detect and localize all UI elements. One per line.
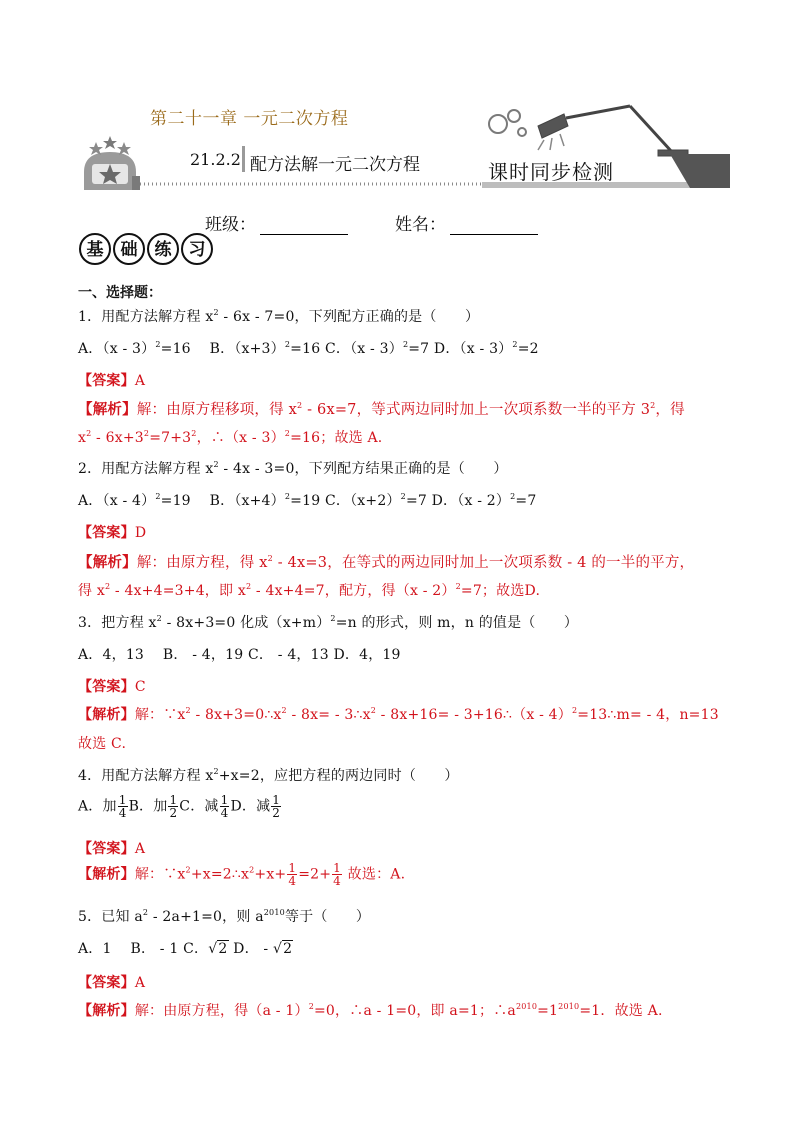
lesson-title: 配方法解一元二次方程 xyxy=(250,155,420,175)
q4-stem: 4．用配方法解方程 $x^2+x=2$，应把方程的两边同时（ ） xyxy=(78,767,459,784)
q1-stem: 1．用配方法解方程 $x^2 - 6x - 7=0$，下列配方正确的是（ ） xyxy=(78,308,480,325)
name-label: 姓名： xyxy=(395,215,446,235)
q1-answer: 【答案】A xyxy=(78,373,146,389)
q2-stem: 2．用配方法解方程 $x^2 - 4x - 3=0$，下列配方结果正确的是（ ） xyxy=(78,460,508,477)
q3-analysis-line2: 故选 C. xyxy=(78,736,127,752)
q5-stem: 5．已知 $a^2 - 2a+1=0$，则 $a^{2010}$等于（ ） xyxy=(78,908,371,925)
answer-tag: 【答案】 xyxy=(78,525,135,541)
q4-options: A．加 $\frac{1}{4}$ B．加 $\frac{1}{2}$ C．减 $\frac{1}{4}$ D．减 $\frac{1}{2}$ xyxy=(78,793,281,820)
q5-analysis: 【解析】解：由原方程，得（a - 1）$^2$=0，∴a - 1=0，即 a=1；$\therefore a^{2010}=1^{2010}=1$．故选 A. xyxy=(78,1002,663,1019)
q3-analysis-line1: 【解析】解：$\because x^2$ - $8x+3=0\therefore x^2 - 8x=$ - $3\therefore x^2 - 8x+16=$ - 3+16∴（x - 4）$^2$=13∴m= - 4，n=13 xyxy=(78,706,719,723)
q4-analysis: 【解析】解：$\because x^2+x=2\therefore x^2+x+$ $\frac{1}{4}$ =2+ $\frac{1}{4}$ 故选：A. xyxy=(78,861,406,888)
q4-answer: 【答案】A xyxy=(78,841,146,857)
bubbles-icon xyxy=(489,110,526,136)
q1-analysis-line1: 【解析】解：由原方程移项，得 $x^2 - 6x=7$，等式两边同时加上一次项系数一半的平方 $3^2$，得 xyxy=(78,401,685,418)
chapter-title: 第二十一章 一元二次方程 xyxy=(150,109,349,129)
answer-tag: 【答案】 xyxy=(78,373,135,389)
answer-tag: 【答案】 xyxy=(78,679,135,695)
sqrt-symbol: √2 xyxy=(273,941,293,957)
lamp-icon xyxy=(538,106,688,156)
q5-answer: 【答案】A xyxy=(78,975,146,991)
name-blank[interactable] xyxy=(450,218,538,235)
analysis-tag: 【解析】 xyxy=(78,866,135,883)
q2-answer: 【答案】D xyxy=(78,525,147,541)
q1-options: A．（x - 3）$^2$=16 B．$(x+3)^2=16$ C．（x - 3）$^2$=7 D．（x - 3）$^2$=2 xyxy=(78,340,539,357)
q3-stem: 3．把方程 $x^2 - 8x+3=0$ 化成$(x+m)^2=n$ 的形式，则 m，n 的值是（ ） xyxy=(78,614,579,631)
lesson-divider xyxy=(242,146,245,172)
class-field[interactable] xyxy=(205,210,348,235)
analysis-tag: 【解析】 xyxy=(78,401,137,418)
stamp-char-4: 习 xyxy=(188,240,206,260)
class-blank[interactable] xyxy=(260,218,348,235)
sqrt-symbol: √2 xyxy=(208,941,228,957)
q5-options: A．1 B． - 1 C．√2 D． - √2 xyxy=(78,941,293,957)
answer-tag: 【答案】 xyxy=(78,975,135,991)
analysis-tag: 【解析】 xyxy=(78,707,135,723)
stamp-char-3: 练 xyxy=(154,240,172,260)
q2-analysis-line1: 【解析】解：由原方程，得 $x^2 - 4x=3$，在等式的两边同时加上一次项系数 - 4 的一半的平方， xyxy=(78,554,695,571)
stamp-char-1: 基 xyxy=(86,240,104,260)
q3-options: A．4，13 B． - 4，19 C． - 4，13 D．4，19 xyxy=(78,647,401,663)
analysis-tag: 【解析】 xyxy=(78,1003,135,1019)
lesson-number: 21.2.2 xyxy=(190,150,241,169)
class-label: 班级： xyxy=(205,215,256,235)
q2-analysis-line2: 得 $x^2 - 4x+4=3+4$，即 $x^2 - 4x+4=7$，配方，得（x - 2）$^2$=7；故选D. xyxy=(78,582,541,599)
q1-analysis-line2: $x^2 - 6x+3^2=7+3^2$，∴（x - 3）$^2$=16；故选 A. xyxy=(78,429,383,446)
name-field[interactable] xyxy=(395,210,538,235)
analysis-tag: 【解析】 xyxy=(78,554,137,571)
answer-tag: 【答案】 xyxy=(78,841,135,857)
stamp-char-2: 础 xyxy=(120,240,138,260)
q3-answer: 【答案】C xyxy=(78,679,146,695)
sync-test-badge: 课时同步检测 xyxy=(488,160,614,184)
star-badge-icon xyxy=(84,136,140,190)
basic-practice-stamp xyxy=(78,232,218,266)
section-title: 一、选择题： xyxy=(78,285,162,301)
q2-options: A．（x - 4）$^2$=19 B．$(x+4)^2=19$ C．$(x+2)^2=7$ D．（x - 2）$^2$=7 xyxy=(78,492,537,509)
